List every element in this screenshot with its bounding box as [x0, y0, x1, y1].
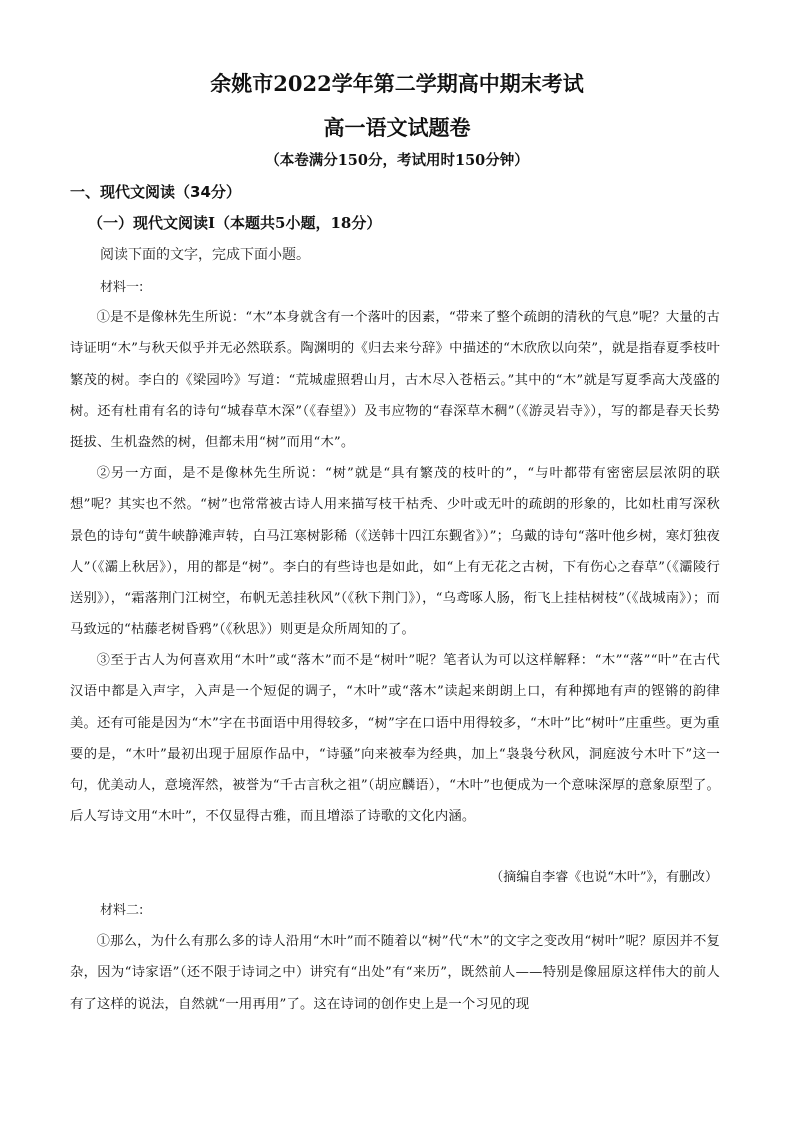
material-one-paragraph-3: ③至于古人为何喜欢用“木叶”或“落木”而不是“树叶”呢？笔者认为可以这样解释：“木”“落”“叶”在古代汉语中都是入声字，入声是一个短促的调子，“木叶”或“落木”读起来朗朗上口，有种掷地有声的铿锵的韵律美。还有可能是因为“木”字在书面语中用得较多，“树”字在口语中用得较多，“木叶”比“树叶”庄重些。更为重要的是，“木叶”最初出现于屈原作品中，“诗骚”向来被奉为经典，加上“袅袅兮秋风，洞庭波兮木叶下”这一句，优美动人，意境浑然，被誉为“千古言秋之祖”（胡应麟语），“木叶”也便成为一个意味深厚的意象原型了。后人写诗文用“木叶”，不仅显得古雅，而且增添了诗歌的文化内涵。 [70, 653, 720, 825]
material-two-label: 材料二: [100, 903, 144, 918]
exam-title: 余姚市2022学年第二学期高中期末考试 [210, 71, 584, 96]
material-one-source: （摘编自李睿《也说“木叶”》，有删改） [490, 870, 718, 885]
material-one-paragraph-1: ①是不是像林先生所说：“木”本身就含有一个落叶的因素，“带来了整个疏朗的清秋的气息”呢？大量的古诗证明“木”与秋天似乎并无必然联系。陶渊明的《归去来兮辞》中描述的“木欣欣以向荣”，就是指春夏季枝叶繁茂的树。李白的《梁园吟》写道：“荒城虚照碧山月，古木尽入苍梧云。”其中的“木”就是写夏季高大茂盛的树。还有杜甫有名的诗句“城春草木深”（《春望》）及韦应物的“春深草木稠”（《游灵岩寺》），写的都是春天长势挺拔、生机盎然的树，但都未用“树”而用“木”。 [70, 310, 720, 451]
material-one-paragraph-2: ②另一方面，是不是像林先生所说：“树”就是“具有繁茂的枝叶的”，“与叶都带有密密层层浓阴的联想”呢？其实也不然。“树”也常常被古诗人用来描写枝干枯秃、少叶或无叶的疏朗的形象的，比如杜甫写深秋景色的诗句“黄牛峡静滩声转，白马江寒树影稀（《送韩十四江东觐省》）”；乌戴的诗句“落叶他乡树，寒灯独夜人”（《灞上秋居》），用的都是“树”。李白的有些诗也是如此，如“上有无花之古树，下有伤心之春草”（《灞陵行送别》），“霜落荆门江树空，布帆无恙挂秋风”（《秋下荆门》），“乌鸢啄人肠，衔飞上挂枯树枝”（《战城南》）；而马致远的“枯藤老树昏鸦”（《秋思》）则更是众所周知的了。 [70, 466, 720, 638]
material-two-paragraph-1: ①那么，为什么有那么多的诗人沿用“木叶”而不随着以“树”代“木”的文字之变改用“树叶”呢？原因并不复杂，因为“诗家语”（还不限于诗词之中）讲究有“出处”有“来历”，既然前人——特别是像屈原这样伟大的前人有了这样的说法，自然就“一用再用”了。这在诗词的创作史上是一个习见的现 [70, 934, 720, 1012]
section-heading: 一、现代文阅读（34分） [70, 183, 241, 201]
reading-instruction: 阅读下面的文字，完成下面小题。 [100, 247, 310, 263]
subsection-heading: （一）现代文阅读Ⅰ（本题共5小题，18分） [88, 214, 382, 232]
material-one-label: 材料一: [100, 280, 144, 295]
exam-subtitle: 高一语文试题卷 [323, 115, 471, 140]
exam-note: （本卷满分150分，考试用时150分钟） [265, 152, 529, 169]
